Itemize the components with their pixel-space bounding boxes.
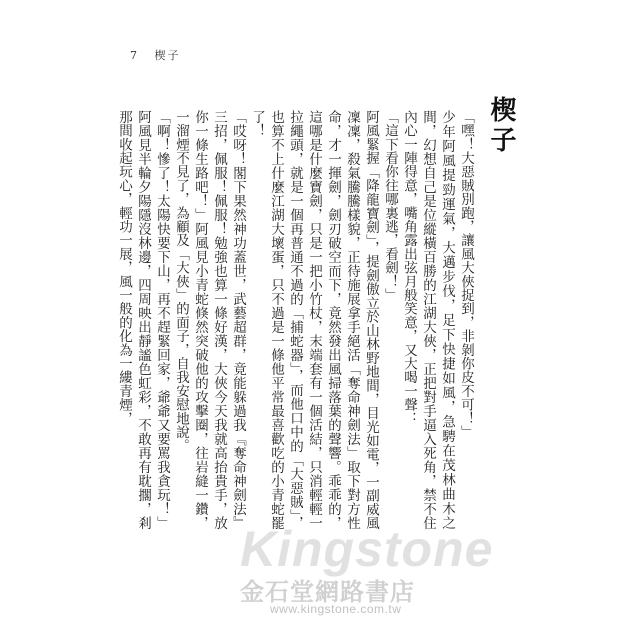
watermark-url: www.kingstone.com.tw xyxy=(270,602,402,616)
paragraph: 阿風緊握「降龍寶劍」，提劍傲立於山林野地間，目光如電，一副威風凜凜，殺氣騰騰樣貌，正待施展拿手絕活「奪命神劍法」取下對方性命，才一揮劍，劍刃破空而下，竟然發出風掃落葉的聲響。乖乖的，這哪是什麼寶劍，只是一把小竹杖，末端套有一個活結，只消輕輕一拉繩頭，就是一個再普通不過的「捕蛇器」，而他口中的「大惡賊」，也算不上什麼江湖大壞蛋，只不過是一條他平常最喜歡吃的小青蛇罷了！ xyxy=(249,110,379,530)
watermark-chinese-name: 金石堂網路書店 xyxy=(240,577,415,606)
page-number: 7 xyxy=(130,49,139,62)
running-title: 楔子 xyxy=(154,49,181,62)
chapter-title: 楔子 xyxy=(486,96,516,156)
paragraph: 「哎呀！閣下果然神功蓋世，武藝超群，竟能躲過我『奪命神劍法』三招，佩服！佩服！勉強也算一條好漢，大俠今天我就高抬貴手，放你一條生路吧！」阿風見小青蛇倏然突破他的攻擊圈，往岩縫一鑽，一溜煙不見了，為顧及「大俠」的面子，自我安慰地說。 xyxy=(173,110,246,530)
paragraph: 少年阿風提勁運氣，大邁步伐，足下快捷如風，急騁在茂林曲木之間，幻想自己是位縱橫百勝的江湖大俠，正把對手逼入死角，禁不住內心一陣得意，嘴角露出弦月般笑意，又大喝一聲： xyxy=(401,110,455,530)
running-header xyxy=(130,47,181,63)
paragraph: 「啊！慘了！太陽快要下山，再不趕緊回家，爺爺又要罵我貪玩！」阿風見半輪夕陽隱沒林邊，四周映出靜謐色虹彩，不敢再有耽擱，剎那間收起玩心，輕功一展，風一般的化為一縷青煙， xyxy=(116,110,170,530)
body-text xyxy=(116,110,475,530)
paragraph: 「這下看你往哪裏逃，看劍！」 xyxy=(382,110,398,302)
watermark-brand: Kingstone xyxy=(240,521,494,577)
watermark xyxy=(240,520,560,616)
paragraph: 「嘿！大惡賊別跑，讓風大俠捉到，非剝你皮不可！」 xyxy=(458,110,474,439)
